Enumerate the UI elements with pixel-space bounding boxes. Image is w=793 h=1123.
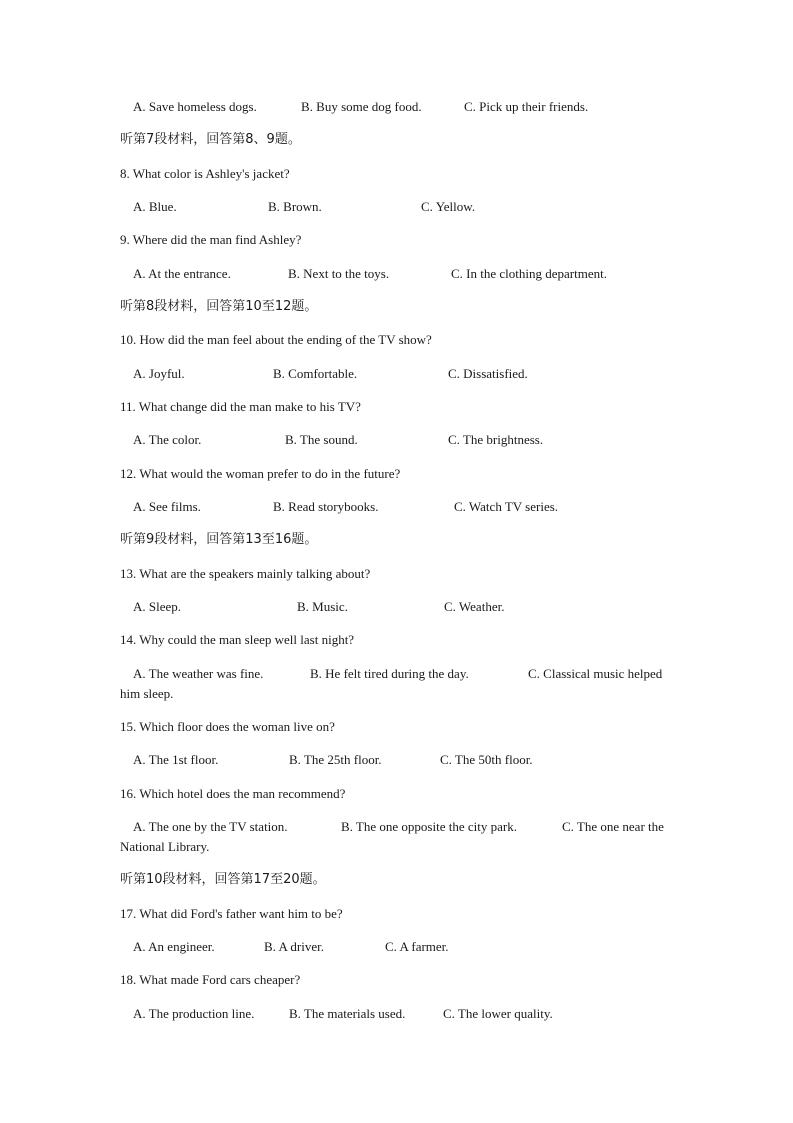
q12-option-b: B. Read storybooks. <box>273 499 379 514</box>
q16-option-c-continuation: National Library. <box>120 839 210 854</box>
q13-option-c: C. Weather. <box>444 599 505 614</box>
q15-option-c: C. The 50th floor. <box>440 752 533 767</box>
question-17: 17. What did Ford's father want him to be? <box>120 906 343 921</box>
section-10-heading: 听第10段材料，回答第17至20题。 <box>120 872 326 887</box>
q10-option-b: B. Comfortable. <box>273 366 358 381</box>
question-9: 9. Where did the man find Ashley? <box>120 232 302 247</box>
q15-option-a: A. The 1st floor. <box>133 752 219 767</box>
q10-option-c: C. Dissatisfied. <box>448 366 528 381</box>
q17-option-c: C. A farmer. <box>385 939 449 954</box>
question-10: 10. How did the man feel about the ending of the TV show? <box>120 332 432 347</box>
q17-option-a: A. An engineer. <box>133 939 215 954</box>
section-7-heading: 听第7段材料，回答第8、9题。 <box>120 132 301 147</box>
question-8: 8. What color is Ashley's jacket? <box>120 166 290 181</box>
q8-option-b: B. Brown. <box>268 199 322 214</box>
q8-option-c: C. Yellow. <box>421 199 476 214</box>
q9-option-a: A. At the entrance. <box>133 266 231 281</box>
q14-option-c-continuation: him sleep. <box>120 686 174 701</box>
question-18: 18. What made Ford cars cheaper? <box>120 972 301 987</box>
q12-option-c: C. Watch TV series. <box>454 499 559 514</box>
q15-option-b: B. The 25th floor. <box>289 752 382 767</box>
q13-option-a: A. Sleep. <box>133 599 182 614</box>
question-16: 16. Which hotel does the man recommend? <box>120 786 346 801</box>
q18-option-b: B. The materials used. <box>289 1006 406 1021</box>
question-14: 14. Why could the man sleep well last night? <box>120 632 355 647</box>
q11-option-a: A. The color. <box>133 432 202 447</box>
q13-option-b: B. Music. <box>297 599 348 614</box>
q16-option-c: C. The one near the <box>562 819 664 834</box>
section-8-heading: 听第8段材料，回答第10至12题。 <box>120 299 318 314</box>
q17-option-b: B. A driver. <box>264 939 324 954</box>
q7-option-a: A. Save homeless dogs. <box>133 99 257 114</box>
section-9-heading: 听第9段材料，回答第13至16题。 <box>120 532 318 547</box>
q7-option-c: C. Pick up their friends. <box>464 99 589 114</box>
question-15: 15. Which floor does the woman live on? <box>120 719 335 734</box>
q7-option-b: B. Buy some dog food. <box>301 99 422 114</box>
q14-option-a: A. The weather was fine. <box>133 666 264 681</box>
q18-option-a: A. The production line. <box>133 1006 255 1021</box>
q11-option-b: B. The sound. <box>285 432 358 447</box>
q16-option-b: B. The one opposite the city park. <box>341 819 517 834</box>
q12-option-a: A. See films. <box>133 499 201 514</box>
q18-option-c: C. The lower quality. <box>443 1006 553 1021</box>
q10-option-a: A. Joyful. <box>133 366 185 381</box>
q11-option-c: C. The brightness. <box>448 432 544 447</box>
q8-option-a: A. Blue. <box>133 199 177 214</box>
question-13: 13. What are the speakers mainly talking about? <box>120 566 371 581</box>
q14-option-c: C. Classical music helped <box>528 666 663 681</box>
q9-option-c: C. In the clothing department. <box>451 266 607 281</box>
q14-option-b: B. He felt tired during the day. <box>310 666 469 681</box>
q16-option-a: A. The one by the TV station. <box>133 819 288 834</box>
question-11: 11. What change did the man make to his TV? <box>120 399 361 414</box>
question-12: 12. What would the woman prefer to do in the future? <box>120 466 401 481</box>
q9-option-b: B. Next to the toys. <box>288 266 390 281</box>
